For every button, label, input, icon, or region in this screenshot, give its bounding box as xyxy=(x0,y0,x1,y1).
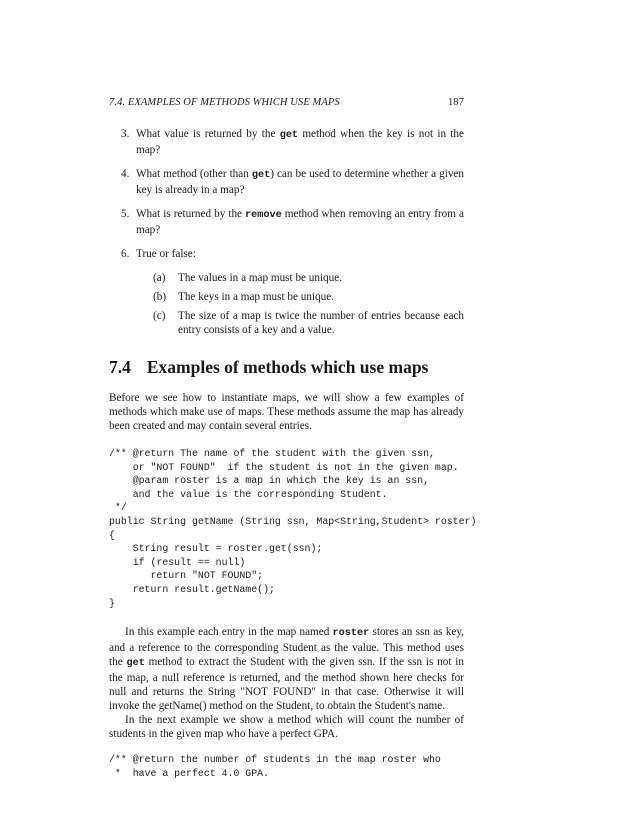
exercise-text: method when the key is not in the map? xyxy=(136,128,464,156)
exercise-number: 4. xyxy=(121,168,130,180)
exercise-text: What is returned by the xyxy=(136,208,246,220)
exercise-number: 3. xyxy=(121,128,130,140)
paragraph-text: In this example each entry in the map named xyxy=(125,626,333,639)
inline-code: get xyxy=(279,130,299,141)
sub-question-text: The size of a map is twice the number of entries because each entry consists of a key and a value. xyxy=(178,310,464,336)
exercise-item xyxy=(109,207,464,237)
sub-question-label: (a) xyxy=(153,272,166,284)
header-title: 7.4. EXAMPLES OF METHODS WHICH USE MAPS xyxy=(109,97,340,108)
sub-question xyxy=(136,309,464,337)
sub-question-label: (b) xyxy=(153,291,167,303)
sub-question-text: The values in a map must be unique. xyxy=(178,272,343,284)
sub-question xyxy=(136,271,464,285)
page-number: 187 xyxy=(447,97,464,108)
sub-question xyxy=(136,290,464,304)
exercise-text: True or false: xyxy=(136,248,196,260)
exercise-text: method when removing an entry from a map? xyxy=(136,208,464,236)
exercise-item xyxy=(109,247,464,337)
paragraph-text: stores an ssn as key, and a reference to the corresponding Student as the value. This method uses the xyxy=(109,626,464,669)
exercise-text: What value is returned by the xyxy=(136,128,280,140)
exercise-number: 6. xyxy=(121,248,130,260)
inline-code: remove xyxy=(245,210,282,221)
intro-paragraph: Before we see how to instantiate maps, we will show a few examples of methods which make use of maps. These methods assume the map has already been created and may contain several entries. xyxy=(109,392,464,432)
inline-code: get xyxy=(126,658,145,670)
explanation-paragraph xyxy=(109,625,464,713)
code-listing-count: /** @return the number of students in the map roster who * have a perfect 4.0 GPA. xyxy=(109,754,441,779)
section-heading xyxy=(109,357,464,377)
exercise-text: What method (other than xyxy=(136,168,252,180)
exercise-item xyxy=(109,167,464,197)
inline-code: get xyxy=(251,170,271,181)
inline-code: roster xyxy=(332,628,370,640)
section-number: 7.4 xyxy=(109,357,131,377)
exercise-text: ) can be used to determine whether a given key is already in a map? xyxy=(136,168,464,196)
sub-question-text: The keys in a map must be unique. xyxy=(178,291,334,303)
exercise-list xyxy=(109,127,464,337)
running-header xyxy=(109,96,464,110)
next-example-paragraph: In the next example we show a method which will count the number of students in the given map who have a perfect GPA. xyxy=(109,714,464,741)
code-listing-getname: /** @return The name of the student with the given ssn, or "NOT FOUND" if the student is not in the given map. @param roster is a map in which the key is an ssn, and the value is the corresponding Student. */ public String getName (String ssn, Map<String,Student> roster) { String result = roster.get(ssn); if (result == null) return "NOT FOUND"; return result.getName(); } xyxy=(109,448,477,609)
paragraph-text: method to extract the Student with the given ssn. If the ssn is not in the map, a null reference is returned, and the method shown here checks for null and returns the String "NOT FOUND" in that case. Otherwise it will invoke the getName() method on the Student, to obtain the Student's name. xyxy=(109,656,464,713)
exercise-number: 5. xyxy=(121,208,130,220)
section-title: Examples of methods which use maps xyxy=(146,357,429,377)
sub-question-label: (c) xyxy=(153,310,166,322)
exercise-item xyxy=(109,127,464,157)
sub-question-list xyxy=(136,271,464,337)
page xyxy=(109,96,477,780)
